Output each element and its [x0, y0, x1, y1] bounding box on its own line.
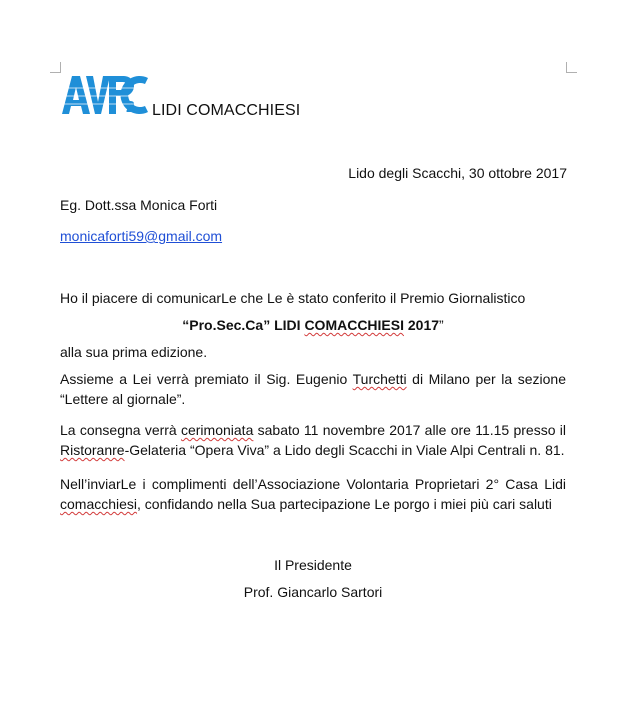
organization-name: LIDI COMACCHIESI — [152, 102, 301, 119]
word-ristoranre: Ristoranre — [60, 442, 125, 458]
word-cerimoniata: cerimoniata — [180, 422, 254, 438]
paragraph-text: sabato 11 novembre 2017 alle ore 11.15 presso il — [253, 422, 566, 438]
recipient-email-link[interactable]: monicaforti59@gmail.com — [60, 228, 223, 244]
prize-title — [0, 316, 626, 334]
place-and-date: Lido degli Scacchi, 30 ottobre 2017 — [348, 165, 567, 181]
paragraph-ceremony — [60, 420, 566, 460]
svg-text:2: 2 — [126, 99, 135, 116]
prize-year: 2017 — [404, 317, 440, 333]
avp2c-logo — [60, 72, 150, 122]
paragraph-text: di Milano per la sezione “Lettere al giornale”. — [60, 371, 566, 407]
prize-trailing-quote: ” — [439, 317, 444, 333]
signature-name: Prof. Giancarlo Sartori — [243, 584, 383, 600]
paragraph-text: -Gelateria “Opera Viva” a Lido degli Scacchi in Viale Alpi Centrali n. 81. — [124, 442, 565, 458]
signature-role: Il Presidente — [274, 557, 352, 573]
paragraph-award-partner — [60, 369, 566, 409]
word-comacchiesi: comacchiesi — [60, 496, 138, 512]
prize-open-quote: “ — [182, 317, 190, 333]
paragraph-text: , confidando nella Sua partecipazione Le porgo i miei più cari saluti — [137, 496, 552, 512]
prize-close-quote: ” — [263, 317, 271, 333]
prize-title-part: LIDI — [270, 317, 305, 333]
prize-name: Pro.Sec.Ca — [189, 317, 264, 333]
edition-line: alla sua prima edizione. — [60, 344, 208, 360]
recipient-name: Eg. Dott.ssa Monica Forti — [60, 197, 218, 213]
crop-mark-top-right — [566, 62, 577, 73]
paragraph-text: Assieme a Lei verrà premiato il Sig. Eugenio — [60, 371, 353, 387]
prize-title-comacchiesi: COMACCHIESI — [304, 317, 404, 333]
intro-paragraph: Ho il piacere di comunicarLe che Le è stato conferito il Premio Giornalistico — [60, 290, 526, 306]
paragraph-text: La consegna verrà — [60, 422, 181, 438]
surname-turchetti: Turchetti — [352, 371, 407, 387]
paragraph-text: Nell’inviarLe i complimenti dell’Associazione Volontaria Proprietari 2° Casa Lidi — [60, 476, 566, 492]
paragraph-closing — [60, 474, 566, 514]
